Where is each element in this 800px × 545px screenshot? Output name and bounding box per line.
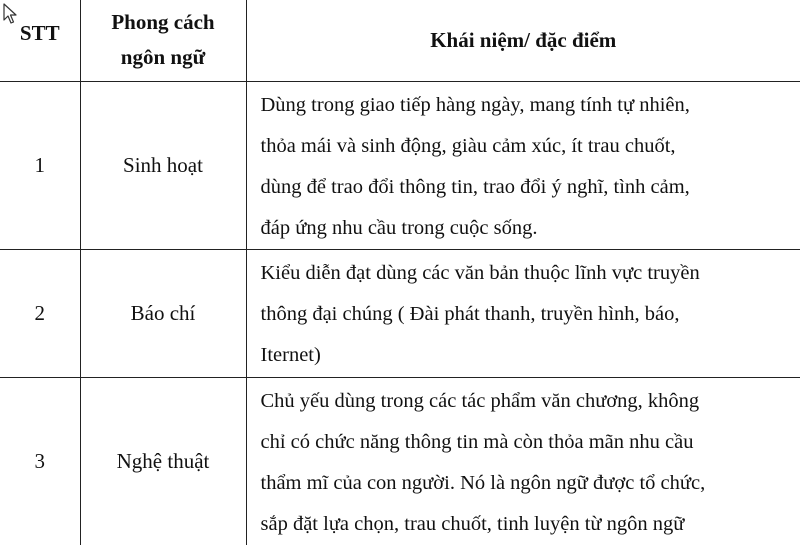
table-row xyxy=(0,377,800,545)
header-description: Khái niệm/ đặc điểm xyxy=(246,0,800,81)
description-line: chỉ có chức năng thông tin mà còn thỏa mãn nhu cầu xyxy=(260,430,694,453)
row-description xyxy=(246,377,800,545)
description-line: Kiểu diễn đạt dùng các văn bản thuộc lĩnh vực truyền xyxy=(260,261,700,284)
table-row xyxy=(0,249,800,377)
description-line: Chủ yếu dùng trong các tác phẩm văn chương, không xyxy=(260,389,700,412)
header-style-line2: ngôn ngữ xyxy=(120,45,206,70)
row-style-name: Báo chí xyxy=(80,249,246,377)
description-line: dùng để trao đổi thông tin, trao đổi ý nghĩ, tình cảm, xyxy=(260,175,690,198)
row-description xyxy=(246,81,800,249)
table-row xyxy=(0,81,800,249)
header-stt: STT xyxy=(0,0,80,81)
row-style-name: Sinh hoạt xyxy=(80,81,246,249)
description-line: thông đại chúng ( Đài phát thanh, truyền hình, báo, xyxy=(260,302,680,325)
row-style-name: Nghệ thuật xyxy=(80,377,246,545)
description-line: thẩm mĩ của con người. Nó là ngôn ngữ được tổ chức, xyxy=(260,471,706,494)
header-style-line1: Phong cách xyxy=(111,10,215,35)
row-number: 2 xyxy=(0,249,80,377)
header-style xyxy=(80,0,246,81)
description-line: đáp ứng nhu cầu trong cuộc sống. xyxy=(260,216,538,239)
description-line: sắp đặt lựa chọn, trau chuốt, tinh luyện từ ngôn ngữ xyxy=(260,512,685,535)
row-number: 1 xyxy=(0,81,80,249)
description-line: Iternet) xyxy=(260,343,321,366)
table-header-row xyxy=(0,0,800,81)
description-line: thỏa mái và sinh động, giàu cảm xúc, ít trau chuốt, xyxy=(260,134,676,157)
description-line: Dùng trong giao tiếp hàng ngày, mang tính tự nhiên, xyxy=(260,93,690,116)
row-number: 3 xyxy=(0,377,80,545)
mouse-pointer-icon xyxy=(3,3,19,25)
row-description xyxy=(246,249,800,377)
